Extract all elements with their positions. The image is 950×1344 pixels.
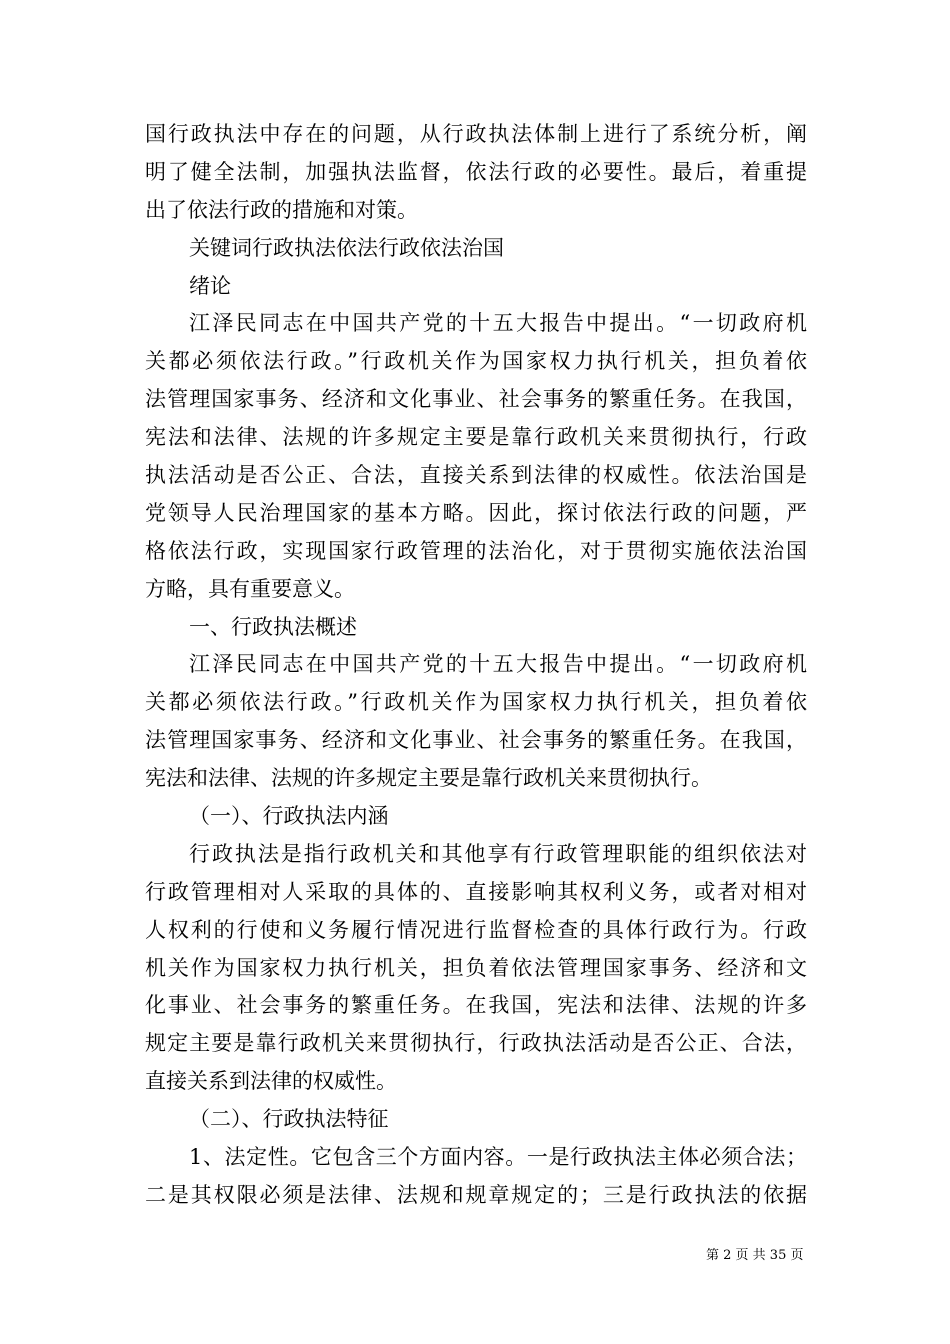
body-text-line: 二是其权限必须是法律、法规和规章规定的；三是行政执法的依据	[145, 1182, 807, 1207]
body-text-line: 宪法和法律、法规的许多规定主要是靠行政机关来贯彻执行，行政	[145, 425, 807, 450]
body-text-line: 明了健全法制，加强执法监督，依法行政的必要性。最后，着重提	[145, 159, 807, 184]
section-heading: 绪论	[189, 273, 231, 298]
body-text-line: 关都必须依法行政。”行政机关作为国家权力执行机关，担负着依	[145, 690, 807, 715]
body-text-line: 国行政执法中存在的问题，从行政执法体制上进行了系统分析，阐	[145, 122, 807, 146]
subsection-heading: （一）、行政执法内涵	[189, 804, 389, 829]
section-heading: 一、行政执法概述	[189, 614, 357, 639]
document-body	[145, 116, 807, 1215]
body-text-line: 格依法行政，实现国家行政管理的法治化，对于贯彻实施依法治国	[145, 538, 807, 563]
body-text-line: 法管理国家事务、经济和文化事业、社会事务的繁重任务。在我国，	[145, 387, 807, 412]
body-text-line: 行政管理相对人采取的具体的、直接影响其权利义务，或者对相对	[145, 879, 807, 904]
body-text-line: 法管理国家事务、经济和文化事业、社会事务的繁重任务。在我国，	[145, 728, 807, 753]
body-text-line: 化事业、社会事务的繁重任务。在我国，宪法和法律、法规的许多	[145, 993, 807, 1018]
body-text-line: 江泽民同志在中国共产党的十五大报告中提出。“一切政府机	[189, 652, 807, 677]
body-text-line: 规定主要是靠行政机关来贯彻执行，行政执法活动是否公正、合法，	[145, 1031, 807, 1056]
subsection-heading: （二）、行政执法特征	[189, 1107, 389, 1132]
body-text-line: 执法活动是否公正、合法，直接关系到法律的权威性。依法治国是	[145, 463, 807, 488]
body-text-line: 宪法和法律、法规的许多规定主要是靠行政机关来贯彻执行。	[145, 766, 712, 791]
body-text-line: 机关作为国家权力执行机关，担负着依法管理国家事务、经济和文	[145, 955, 807, 980]
body-text-line: 行政执法是指行政机关和其他享有行政管理职能的组织依法对	[189, 841, 807, 866]
body-text-line: 出了依法行政的措施和对策。	[145, 197, 418, 222]
body-text-line: 直接关系到法律的权威性。	[145, 1069, 397, 1094]
body-text-line: 关都必须依法行政。”行政机关作为国家权力执行机关，担负着依	[145, 349, 807, 374]
body-text-line: 江泽民同志在中国共产党的十五大报告中提出。“一切政府机	[189, 311, 807, 336]
body-text-line: 1、法定性。它包含三个方面内容。一是行政执法主体必须合法；	[189, 1145, 807, 1170]
body-text-line: 党领导人民治理国家的基本方略。因此，探讨依法行政的问题，严	[145, 500, 807, 525]
body-text-line: 人权利的行使和义务履行情况进行监督检查的具体行政行为。行政	[145, 917, 807, 942]
section-heading: 关键词行政执法依法行政依法治国	[189, 235, 504, 260]
body-text-line: 方略，具有重要意义。	[145, 576, 355, 601]
page-number: 第 2 页 共 35 页	[706, 1248, 804, 1263]
